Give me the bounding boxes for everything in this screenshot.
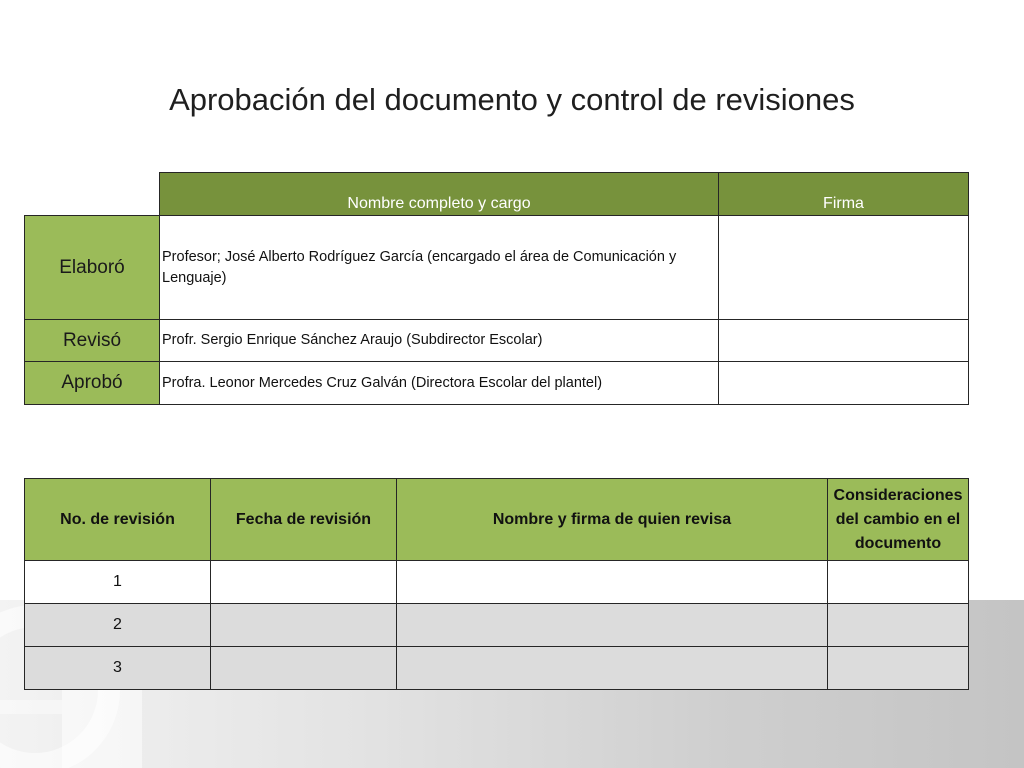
revisions-table bbox=[24, 478, 969, 690]
person-name: Profesor; José Alberto Rodríguez García (encargado el área de Comunicación y Lenguaje) bbox=[160, 216, 719, 320]
table-row bbox=[25, 561, 969, 604]
header-signature: Firma bbox=[719, 173, 969, 216]
table-row bbox=[25, 647, 969, 690]
header-name-position: Nombre completo y cargo bbox=[160, 173, 719, 216]
header-reviewer: Nombre y firma de quien revisa bbox=[397, 479, 828, 561]
revision-date[interactable] bbox=[211, 647, 397, 690]
approval-row-reviso bbox=[25, 320, 969, 362]
revision-number: 3 bbox=[25, 647, 211, 690]
page-title: Aprobación del documento y control de revisiones bbox=[169, 82, 855, 117]
header-change-notes: Consideraciones del cambio en el documento bbox=[828, 479, 969, 561]
revision-notes[interactable] bbox=[828, 647, 969, 690]
revision-number: 2 bbox=[25, 604, 211, 647]
person-name: Profr. Sergio Enrique Sánchez Araujo (Subdirector Escolar) bbox=[160, 320, 719, 362]
revision-reviewer[interactable] bbox=[397, 604, 828, 647]
approval-row-aprobo bbox=[25, 362, 969, 405]
header-revision-number: No. de revisión bbox=[25, 479, 211, 561]
role-label: Elaboró bbox=[25, 216, 160, 320]
revision-number: 1 bbox=[25, 561, 211, 604]
revision-notes[interactable] bbox=[828, 604, 969, 647]
revision-reviewer[interactable] bbox=[397, 647, 828, 690]
person-name: Profra. Leonor Mercedes Cruz Galván (Directora Escolar del plantel) bbox=[160, 362, 719, 405]
signature-cell[interactable] bbox=[719, 362, 969, 405]
revision-notes[interactable] bbox=[828, 561, 969, 604]
signature-cell[interactable] bbox=[719, 216, 969, 320]
table-row bbox=[25, 604, 969, 647]
approval-table bbox=[24, 172, 969, 405]
revision-date[interactable] bbox=[211, 561, 397, 604]
approval-corner bbox=[25, 173, 160, 216]
header-revision-date: Fecha de revisión bbox=[211, 479, 397, 561]
signature-cell[interactable] bbox=[719, 320, 969, 362]
role-label: Revisó bbox=[25, 320, 160, 362]
decorative-block bbox=[62, 686, 142, 768]
revision-date[interactable] bbox=[211, 604, 397, 647]
role-label: Aprobó bbox=[25, 362, 160, 405]
decorative-strip bbox=[0, 700, 62, 714]
approval-row-elaboro bbox=[25, 216, 969, 320]
approval-header-row bbox=[25, 173, 969, 216]
revision-reviewer[interactable] bbox=[397, 561, 828, 604]
revisions-header-row bbox=[25, 479, 969, 561]
